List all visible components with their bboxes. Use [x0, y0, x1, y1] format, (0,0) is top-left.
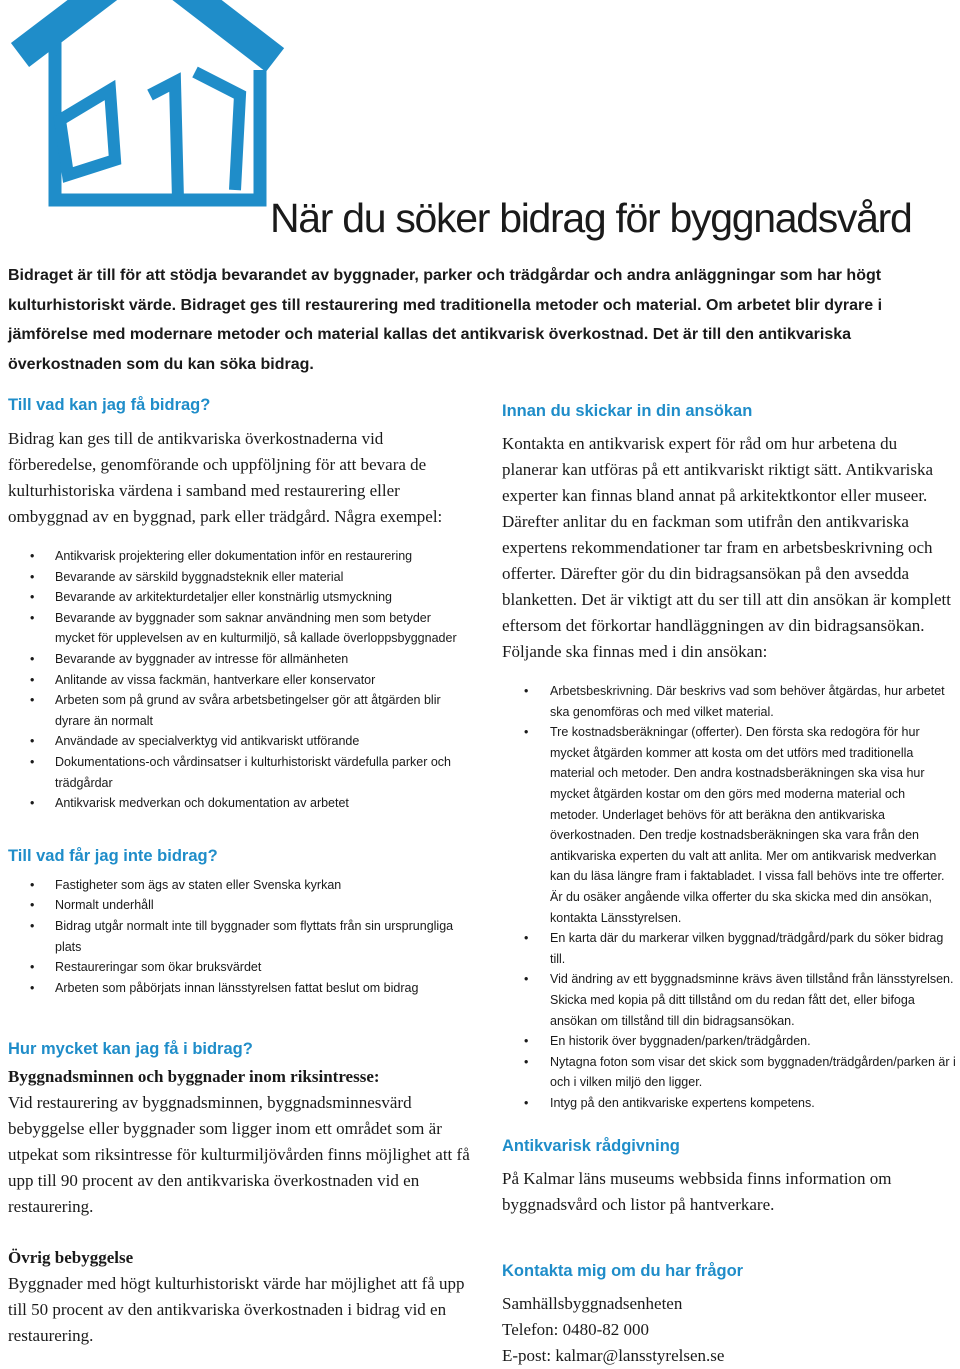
list-item: • En karta där du markerar vilken byggnad/trädgård/park du söker bidrag till.: [502, 928, 957, 969]
list-item: • Användade av specialverktyg vid antikvariskt utförande: [8, 731, 473, 752]
list-item: • Arbetsbeskrivning. Där beskrivs vad som behöver åtgärdas, hur arbetet ska genomföras och med vilket material.: [502, 681, 957, 722]
contact-email: E-post: kalmar@lansstyrelsen.se: [502, 1346, 725, 1366]
advice-body: På Kalmar läns museums webbsida finns information om byggnadsvård och listor på hantverkare.: [502, 1169, 892, 1215]
list-item: • Intyg på den antikvariske expertens kompetens.: [502, 1093, 957, 1114]
application-list: [502, 681, 957, 1113]
list-item: • Restaureringar som ökar bruksvärdet: [8, 957, 473, 978]
what-body: Bidrag kan ges till de antikvariska överkostnaderna vid förberedelse, genomförande och uppföljning för att bevara de kulturhistoriska värdena i samband med restaurering eller ombyggnad av en byggnad, park eller trädgård. Några exempel:: [8, 429, 443, 526]
list-item: • Anlitande av vissa fackmän, hantverkare eller konservator: [8, 670, 473, 691]
amount-body-2: Byggnader med högt kulturhistoriskt värde har möjlighet att få upp till 50 procent av den antikvariska överkostnaden i bidrag vid en restaurering.: [8, 1274, 465, 1346]
list-item: • Vid ändring av ett byggnadsminne krävs även tillstånd från länsstyrelsen. Skicka med kopia på ditt tillstånd om du redan fått det, eller bifoga ansökan om tillstånd till din bidragsansökan.: [502, 969, 957, 1031]
list-item: • Dokumentations-och vårdinsatser i kulturhistoriskt värdefulla parker och trädgårdar: [8, 752, 473, 793]
list-item: • Arbeten som på grund av svåra arbetsbetingelser gör att åtgärden blir dyrare än normalt: [8, 690, 473, 731]
subheading-ovrig: Övrig bebyggelse: [8, 1248, 134, 1268]
list-item: • Arbeten som påbörjats innan länsstyrelsen fattat beslut om bidrag: [8, 978, 473, 999]
section-heading-advice: Antikvarisk rådgivning: [502, 1137, 680, 1156]
before-body: Kontakta en antikvarisk expert för råd om hur arbetena du planerar kan utföras på ett antikvariskt riktigt sätt. Antikvariska experter kan finnas bland annat på arkitektkontor eller museer. Därefter anlitar du en fackman som utifrån den antikvariska expertens rekommendationer tar fram en arbetsbeskrivning och offerter. Därefter gör du din bidragsansökan på den avsedda blanketten. Det är viktigt att du ser till att din ansökan är komplett eftersom det förkortar handläggningen av din bidragsansökan. Följande ska finnas med i din ansökan:: [502, 434, 951, 661]
list-item: • En historik över byggnaden/parken/trädgården.: [502, 1031, 957, 1052]
amount-body-1: Vid restaurering av byggnadsminnen, byggnadsminnesvärd bebyggelse eller byggnader som ligger inom ett området som är utpekat som riksintresse för kulturmiljövården finns möjlighet att få upp till 90 procent av den antikvariska överkostnaden vid en restaurering.: [8, 1093, 470, 1217]
page-title: När du söker bidrag för byggnadsvård: [270, 195, 912, 241]
list-item: • Bevarande av arkitekturdetaljer eller konstnärlig utsmyckning: [8, 587, 473, 608]
section-heading-what: Till vad kan jag få bidrag?: [8, 396, 211, 414]
right-column: [502, 400, 957, 1369]
list-item: • Bidrag utgår normalt inte till byggnader som flyttats från sin ursprungliga plats: [8, 916, 473, 957]
contact-phone: Telefon: 0480-82 000: [502, 1320, 650, 1340]
house-icon: [20, 0, 275, 200]
intro-text: Bidraget är till för att stödja bevarandet av byggnader, parker och trädgårdar och andra anläggningar som har högt kulturhistoriskt värde. Bidraget ges till restaurering med traditionella metoder och material. Om arbetet blir dyrare i jämförelse med modernare metoder och material kallas det antikvarisk överkostnad. Det är till den antikvariska överkostnaden som du kan söka bidrag.: [8, 267, 883, 373]
list-item: • Fastigheter som ägs av staten eller Svenska kyrkan: [8, 875, 473, 896]
list-item: • Antikvarisk medverkan och dokumentation av arbetet: [8, 793, 473, 814]
not-list: [8, 875, 473, 999]
list-item: • Bevarande av särskild byggnadsteknik eller material: [8, 567, 473, 588]
list-item: • Normalt underhåll: [8, 895, 473, 916]
list-item: • Antikvarisk projektering eller dokumentation inför en restaurering: [8, 546, 473, 567]
section-heading-before: Innan du skickar in din ansökan: [502, 402, 753, 420]
contact-unit: Samhällsbyggnadsenheten: [502, 1294, 683, 1314]
list-item: • Tre kostnadsberäkningar (offerter). Den första ska redogöra för hur mycket åtgärden kommer att kosta om det utförs med traditionella material och metoder. Den andra kostnadsberäkningen ska visa hur mycket åtgärden kostar om den görs med moderna material och metoder. Underlaget behövs för att beräkna den antikvariska överkostnaden. Den tredje kostnadsberäkningen ska vara från den antikvariska experten du valt att anlita. Mer om antikvarisk medverkan kan du läsa längre fram i faktabladet. I vissa fall behövs inte tre offerter. Är du osäker angående vilka offerter du ska skicka med din ansökan, kontakta Länsstyrelsen.: [502, 722, 957, 928]
section-heading-not: Till vad får jag inte bidrag?: [8, 846, 218, 865]
house-logo: [0, 0, 300, 240]
list-item: • Bevarande av byggnader av intresse för allmänheten: [8, 649, 473, 670]
section-heading-contact: Kontakta mig om du har frågor: [502, 1262, 744, 1281]
subheading-riksintresse: Byggnadsminnen och byggnader inom riksintresse:: [8, 1067, 380, 1087]
list-item: • Nytagna foton som visar det skick som byggnaden/trädgården/parken är i och i vilken miljö den ligger.: [502, 1052, 957, 1093]
what-list: [8, 546, 473, 814]
section-heading-amount: Hur mycket kan jag få i bidrag?: [8, 1040, 253, 1059]
left-column: [8, 394, 473, 1349]
list-item: • Bevarande av byggnader som saknar användning men som betyder mycket för upplevelsen av en kulturmiljö, så kallade överloppsbyggnader: [8, 608, 473, 649]
